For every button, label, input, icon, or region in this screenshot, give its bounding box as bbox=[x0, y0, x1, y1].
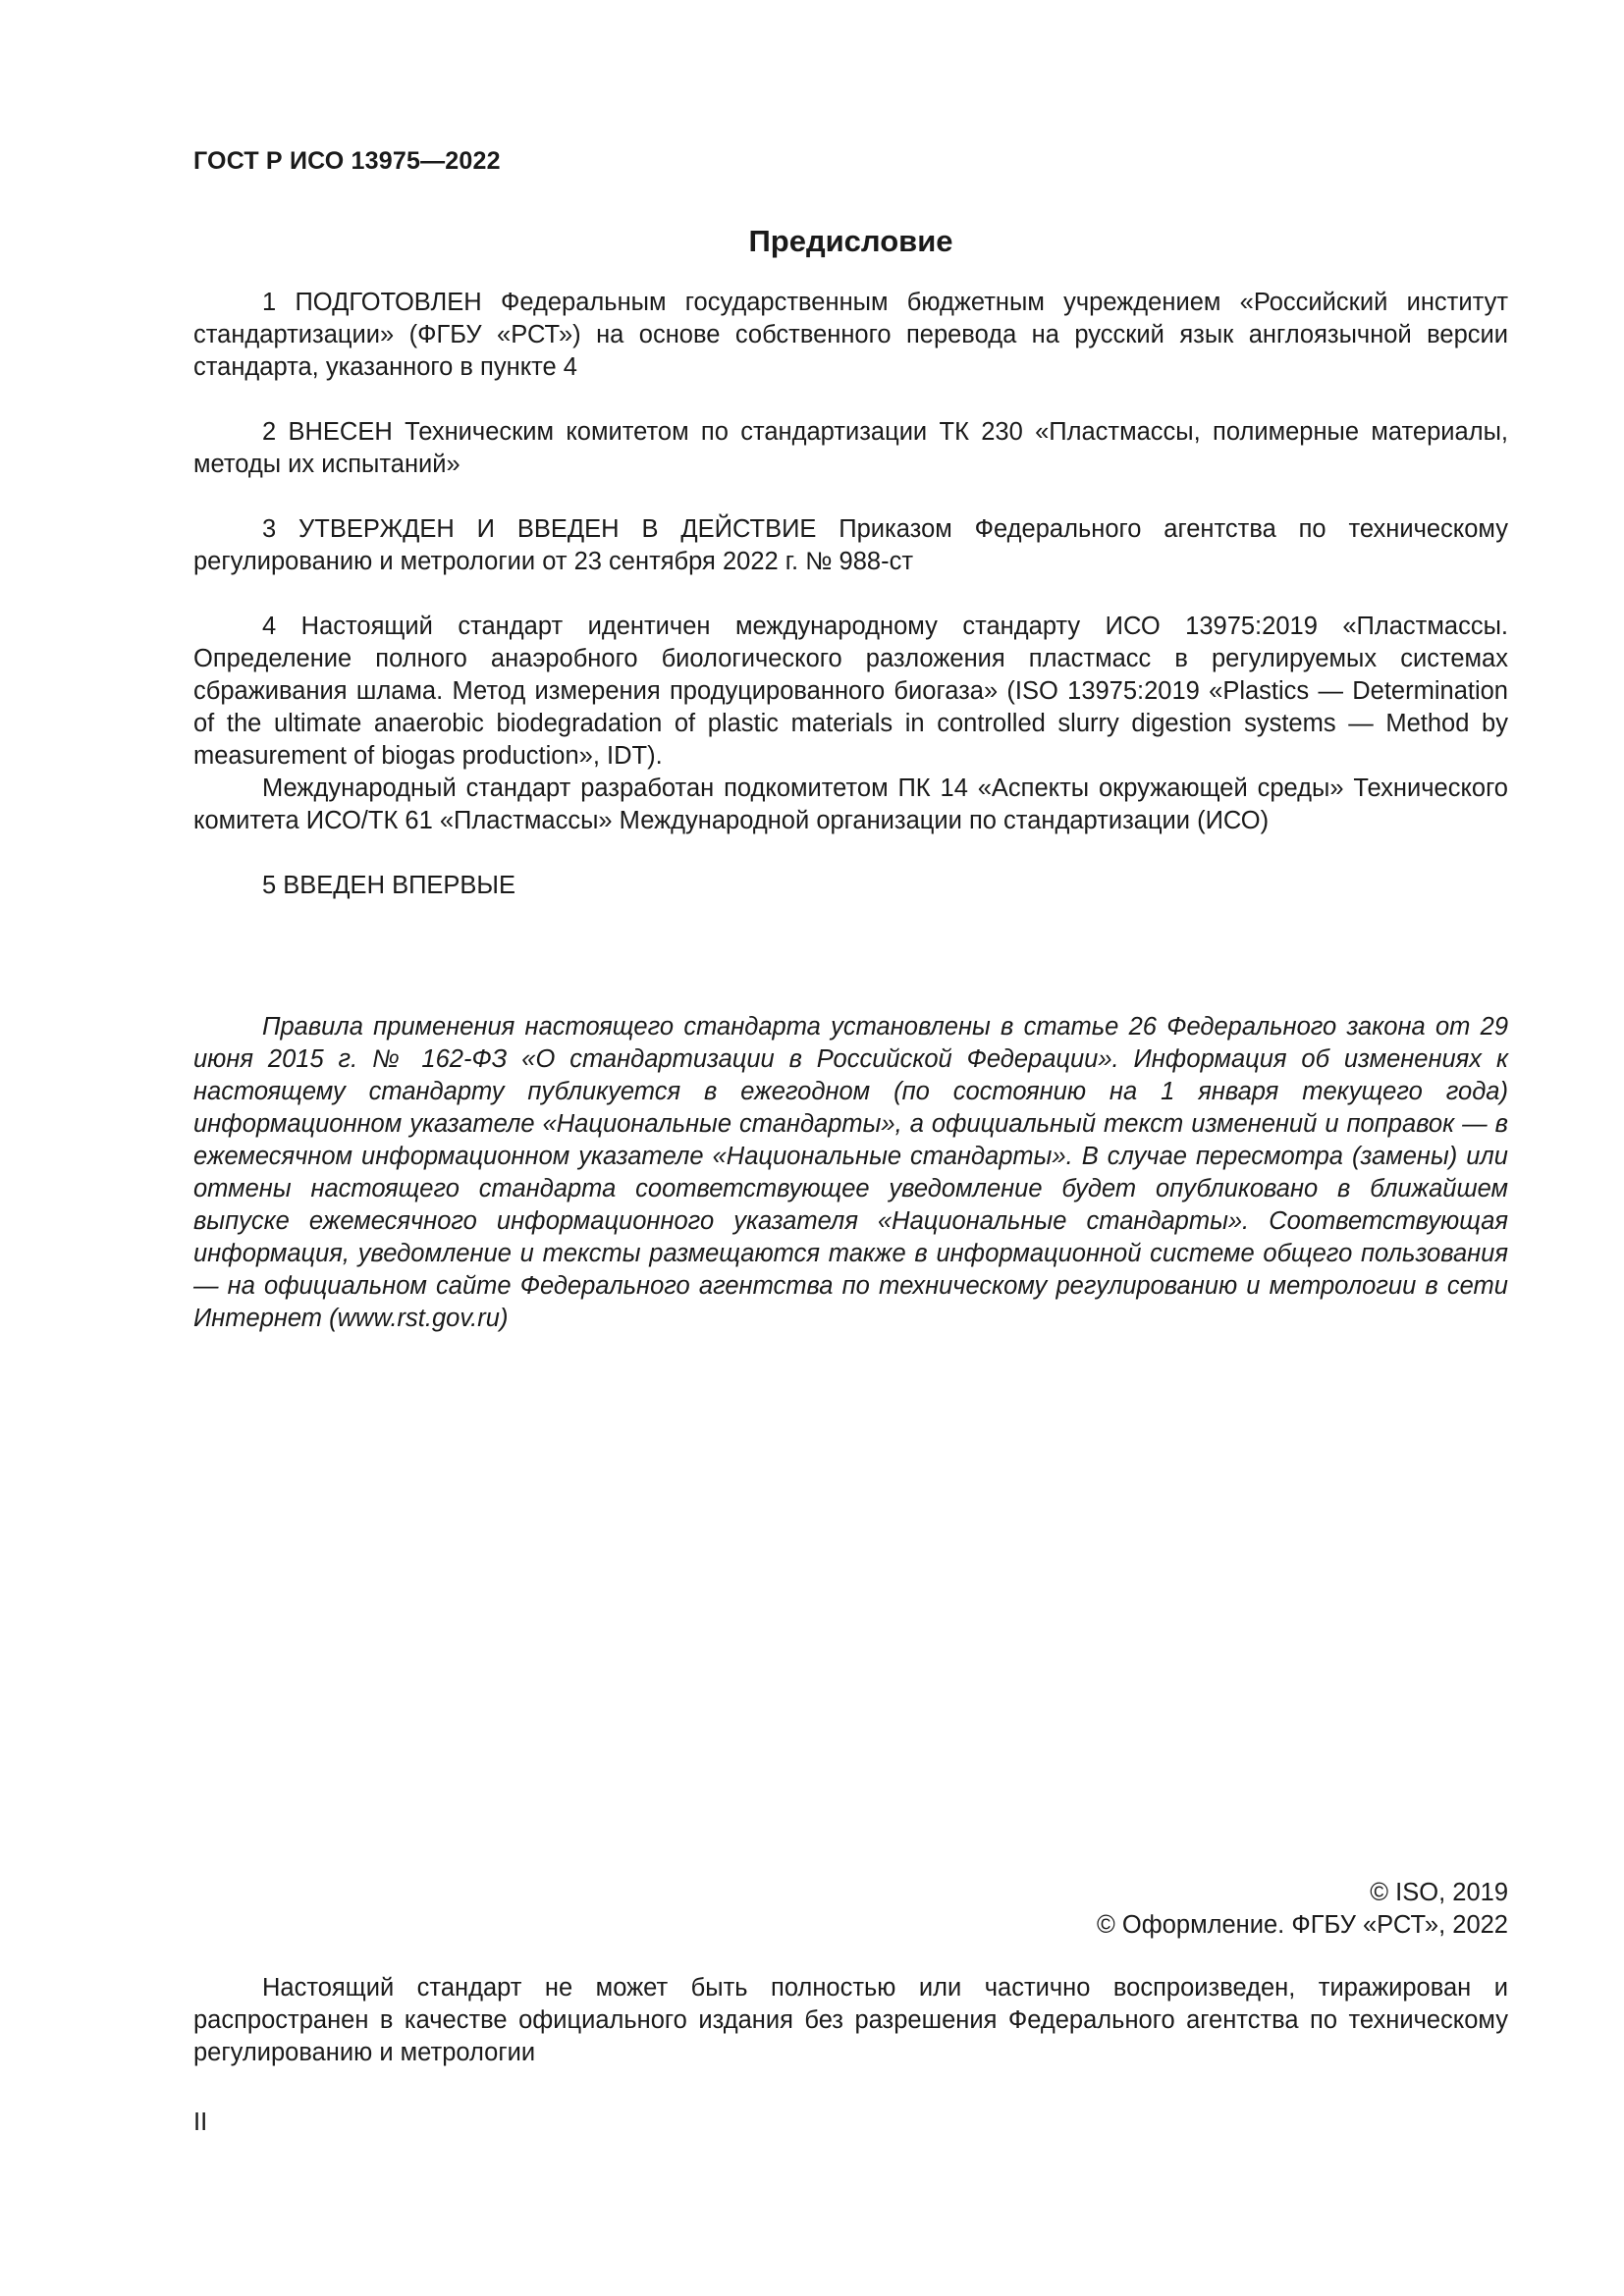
reproduction-notice bbox=[193, 1972, 1508, 2069]
copyright-block bbox=[1097, 1877, 1508, 1942]
page-title: Предисловие bbox=[748, 224, 953, 258]
foreword-item-1: 1 ПОДГОТОВЛЕН Федеральным государственным бюджетным учреждением «Российский институт стандартизации» (ФГБУ «РСТ») на основе собственного перевода на русский язык англоязычной версии стандарта, указанного в пункте 4 bbox=[193, 289, 1508, 381]
foreword-item-5: 5 ВВЕДЕН ВПЕРВЫЕ bbox=[262, 872, 516, 899]
page-number: II bbox=[193, 2109, 208, 2136]
foreword-item-3: 3 УТВЕРЖДЕН И ВВЕДЕН В ДЕЙСТВИЕ Приказом Федерального агентства по техническому регулированию и метрологии от 23 сентября 2022 г. № 988-ст bbox=[193, 515, 1508, 575]
rules-note bbox=[193, 1011, 1508, 1335]
reproduction-notice-text: Настоящий стандарт не может быть полностью или частично воспроизведен, тиражирован и распространен в качестве официального издания без разрешения Федерального агентства по техническому регулированию и метрологии bbox=[193, 1974, 1508, 2066]
copyright-iso: © ISO, 2019 bbox=[1370, 1879, 1508, 1906]
document-code: ГОСТ Р ИСО 13975—2022 bbox=[193, 147, 501, 175]
copyright-design: © Оформление. ФГБУ «РСТ», 2022 bbox=[1097, 1911, 1508, 1939]
foreword-body bbox=[193, 287, 1508, 902]
rules-note-text: Правила применения настоящего стандарта установлены в статье 26 Федерального закона от 29 июня 2015 г. № 162-ФЗ «О стандартизации в Российской Федерации». Информация об изменениях к настоящему стандарту публикуется в ежегодном (по состоянию на 1 января текущего года) информационном указателе «Национальные стандарты», а официальный текст изменений и поправок — в ежемесячном информационном указателе «Национальные стандарты». В случае пересмотра (замены) или отмены настоящего стандарта соответствующее уведомление будет опубликовано в ближайшем выпуске ежемесячного информационного указателя «Национальные стандарты». Соответствующая информация, уведомление и тексты размещаются также в информационной системе общего пользования — на официальном сайте Федерального агентства по техническому регулированию и метрологии в сети Интернет (www.rst.gov.ru) bbox=[193, 1013, 1508, 1332]
foreword-item-4-extra: Международный стандарт разработан подкомитетом ПК 14 «Аспекты окружающей среды» Технического комитета ИСО/ТК 61 «Пластмассы» Международной организации по стандартизации (ИСО) bbox=[193, 774, 1508, 834]
foreword-item-2: 2 ВНЕСЕН Техническим комитетом по стандартизации ТК 230 «Пластмассы, полимерные материалы, методы их испытаний» bbox=[193, 418, 1508, 478]
foreword-item-4: 4 Настоящий стандарт идентичен международному стандарту ИСО 13975:2019 «Пластмассы. Определение полного анаэробного биологического разложения пластмасс в регулируемых системах сбраживания шлама. Метод измерения продуцированного биогаза» (ISO 13975:2019 «Plastics — Determination of the ultimate anaerobic biodegradation of plastic materials in controlled slurry digestion systems — Method by measurement of biogas production», IDT). bbox=[193, 613, 1508, 770]
